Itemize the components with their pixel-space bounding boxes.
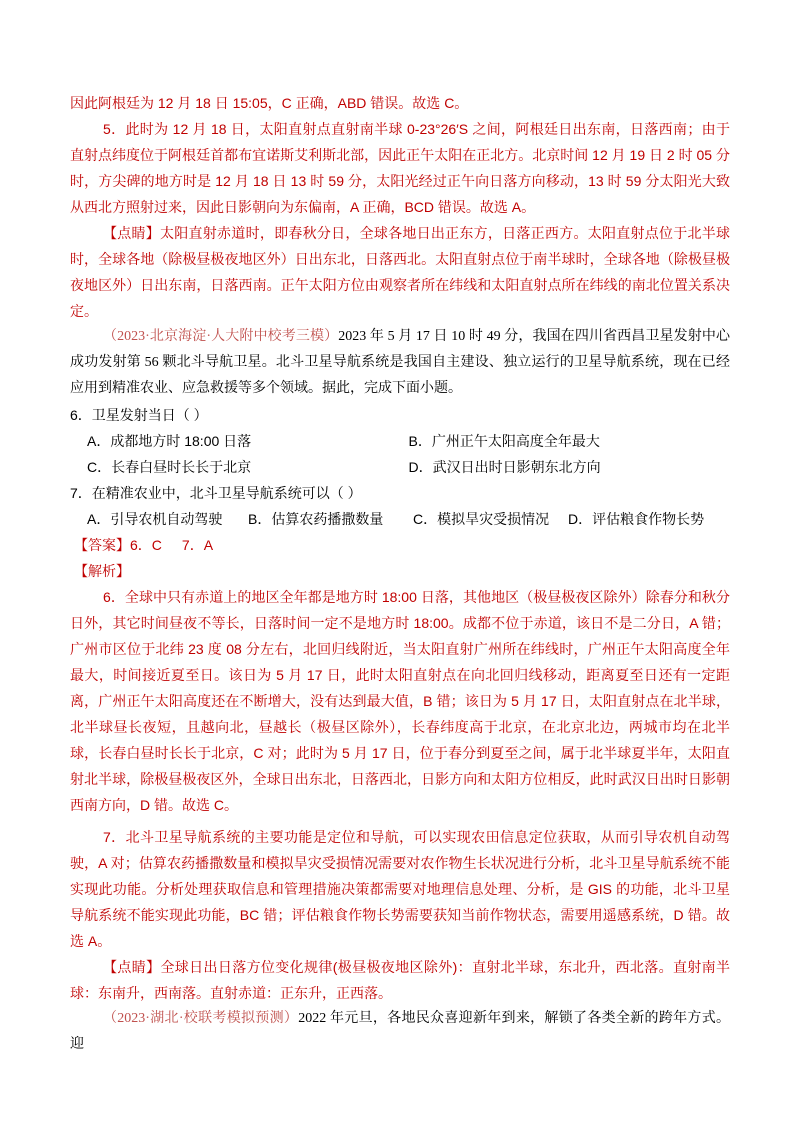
q6-option-d: D．武汉日出时日影朝东北方向 — [408, 459, 601, 475]
answer-item-q6: 6．C — [130, 537, 162, 553]
tip-text: 太阳直射赤道时，即春秋分日，全球各地日出正东方，日落正西方。太阳直射点位于北半球时，全球各地（除极昼极夜地区外）日出东北，日落西北。太阳直射点位于南半球时，全球各地（除极昼极夜地区外）日出东南，日落西南。正午太阳方位由观察者所在纬线和太阳直射点所在纬线的南北位置关系决定。 — [70, 225, 731, 319]
question-group-intro-1 — [70, 324, 730, 402]
q7-option-c: C．模拟旱灾受损情况 — [413, 511, 550, 527]
analysis-label: 【解析】 — [74, 563, 130, 579]
q7-option-d: D．评估粮食作物长势 — [568, 511, 705, 527]
q7-analysis: 7．北斗卫星导航系统的主要功能是定位和导航，可以实现农田信息定位获取，从而引导农机自动驾驶，A 对；估算农药播撒数量和模拟旱灾受损情况需要对农作物生长状况进行分析，北斗卫星导航系统不能实现此功能。分析处理获取信息和管理措施决策都需要对地理信息处理、分析，是 GIS 的功能，北斗卫星导航系统不能实现此功能，BC 错；评估粮食作物长势需要获知当前作物状态，需要用遥感系统，D 错。故选 A。 — [70, 829, 730, 949]
page-content — [70, 90, 730, 1058]
q7-stem: 7．在精准农业中，北斗卫星导航系统可以（ ） — [70, 485, 362, 501]
q5-explanation: 5．此时为 12 月 18 日，太阳直射点直射南半球 0-23°26′S 之间，阿根廷日出东南，日落西南；由于直射点纬度位于阿根廷首都布宜诺斯艾利斯北部，因此正午太阳在正北方。北京时间 12 月 19 日 2 时 05 分时，方尖碑的地方时是 12 月 18 日 13 时 59 分，太阳光经过正午向日落方向移动，13 时 59 分太阳光大致从西北方照射过来，因此日影朝向为东偏南，A 正确，BCD 错误。故选 A。 — [70, 121, 730, 215]
question-source: （2023·湖北·校联考模拟预测） — [103, 1011, 299, 1026]
answer-item-q7: 7．A — [181, 537, 214, 553]
question-material: 2023 年 5 月 17 日 10 时 49 分，我国在四川省西昌卫星发射中心成功发射第 56 颗北斗导航卫星。北斗卫星导航系统是我国自主建设、独立运行的卫星导航系统，现在已经应用到精准农业、应急救援等多个领域。据此，完成下面小题。 — [70, 329, 731, 396]
tip-paragraph-1 — [70, 220, 730, 324]
tip-label: 【点睛】 — [103, 225, 161, 241]
q6-options-row-1 — [70, 428, 730, 454]
q6-option-b: B．广州正午太阳高度全年最大 — [408, 433, 600, 449]
tip-paragraph-2 — [70, 954, 730, 1006]
analysis-heading — [70, 558, 730, 584]
question-group-intro-2 — [70, 1006, 730, 1058]
previous-answer-conclusion: 因此阿根廷为 12 月 18 日 15:05，C 正确，ABD 错误。故选 C。 — [70, 95, 469, 111]
q6-option-a: A．成都地方时 18:00 日落 — [87, 433, 252, 449]
answer-row — [70, 532, 730, 558]
q7-option-a: A．引导农机自动驾驶 — [87, 511, 223, 527]
answer-label: 【答案】 — [74, 537, 130, 553]
q6-analysis: 6．全球中只有赤道上的地区全年都是地方时 18:00 日落，其他地区（极昼极夜区除外）除春分和秋分日外，其它时间昼夜不等长，日落时间一定不是地方时 18:00。成都不位于赤道，该日不是二分日，A 错；广州市区位于北纬 23 度 08 分左右，北回归线附近，当太阳直射广州所在纬线时，广州正午太阳高度全年最大，时间接近夏至日。该日为 5 月 17 日，此时太阳直射点在向北回归线移动，距离夏至日还有一定距离，广州正午太阳高度还在不断增大，没有达到最大值，B 错；该日为 5 月 17 日，太阳直射点在北半球，北半球昼长夜短，且越向北，昼越长（极昼区除外），长春纬度高于北京，在北京北边，两城市均在北半球，长春白昼时长长于北京，C 对；此时为 5 月 17 日，位于春分到夏至之间，属于北半球夏半年，太阳直射北半球，除极昼极夜区外，全球日出东北，日落西北，日影方向和太阳方位相反，此时武汉日出时日影朝西南方向，D 错。故选 C。 — [70, 589, 730, 813]
question-source: （2023·北京海淀·人大附中校考三模） — [103, 329, 339, 344]
q7-options-row — [70, 506, 730, 532]
q6-stem: 6．卫星发射当日（ ） — [70, 407, 208, 423]
tip-text: 全球日出日落方位变化规律(极昼极夜地区除外)：直射北半球，东北升，西北落。直射南半球：东南升，西南落。直射赤道：正东升，正西落。 — [70, 959, 731, 1001]
q6-option-c: C．长春白昼时长长于北京 — [87, 459, 252, 475]
question-material: 2022 年元旦，各地民众喜迎新年到来，解锁了各类全新的跨年方式。迎 — [70, 1011, 730, 1052]
q6-options-row-2 — [70, 454, 730, 480]
tip-label: 【点睛】 — [103, 959, 161, 975]
q7-option-b: B．估算农药播撒数量 — [248, 511, 384, 527]
